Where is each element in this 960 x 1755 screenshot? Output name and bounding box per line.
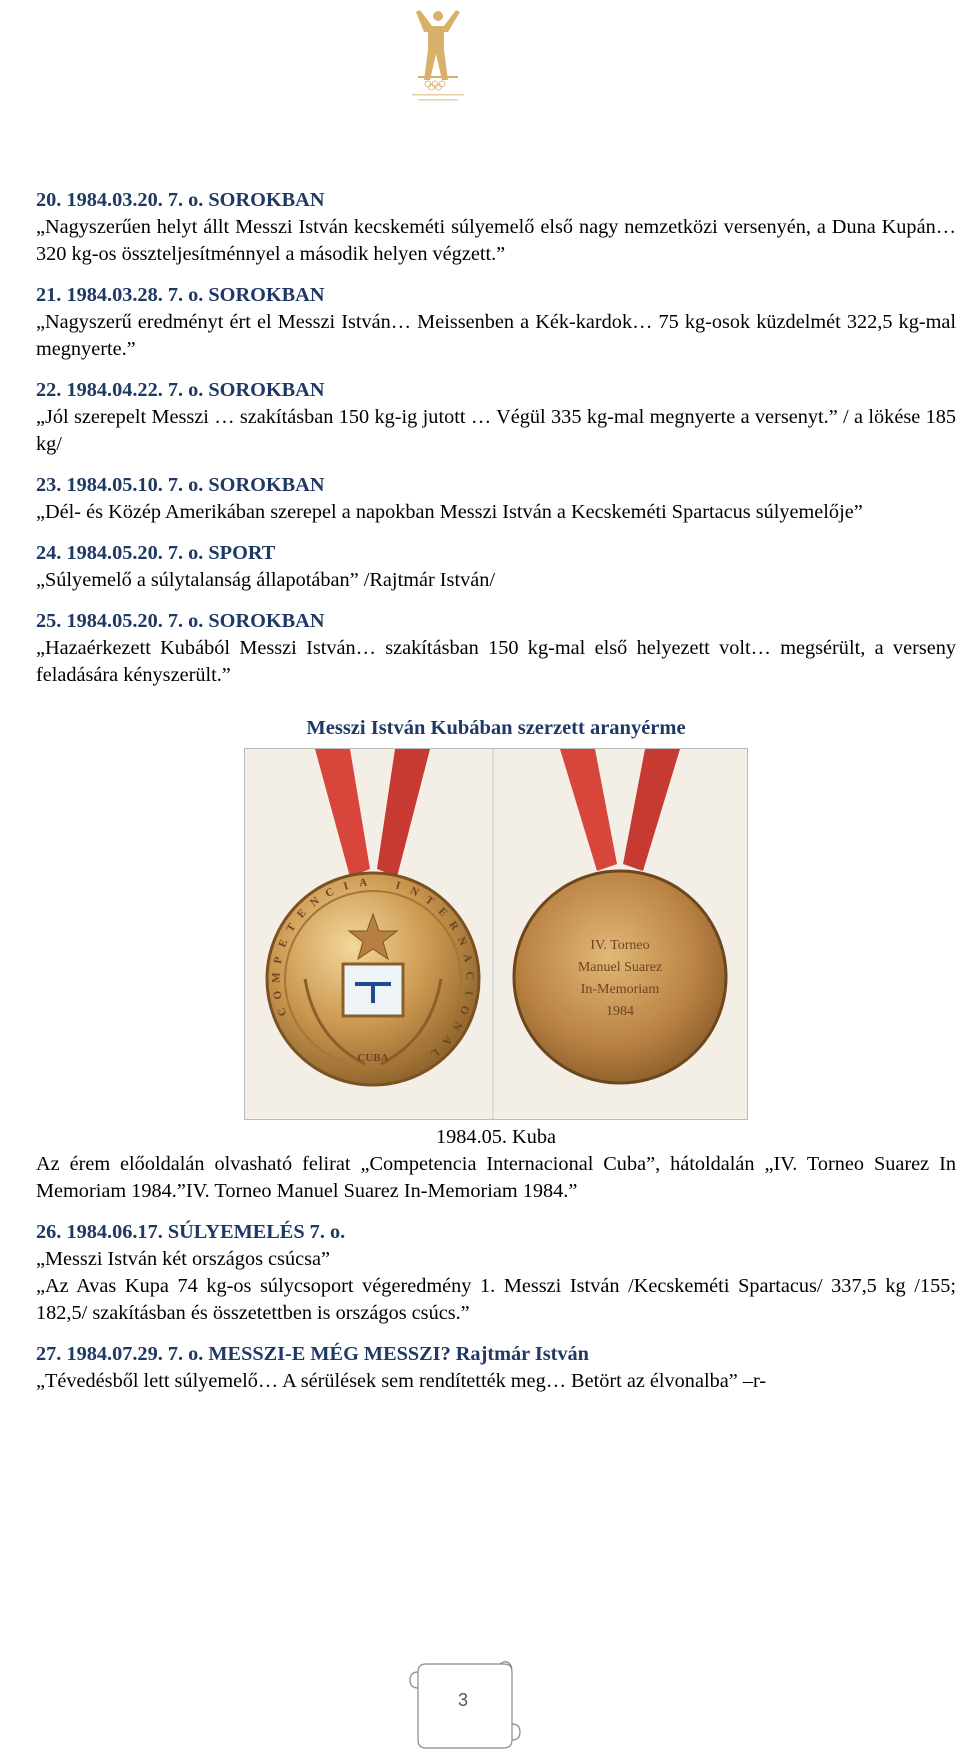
medal-front-letter: I [462, 989, 475, 996]
article-entry-22 [36, 377, 956, 458]
entry-heading: 26. 1984.06.17. SÚLYEMELÉS 7. o. [36, 1221, 346, 1243]
medal-front-letter: C [323, 885, 336, 900]
medal-front-letter: N [308, 894, 322, 910]
entry-text: „Súlyemelő a súlytalanság állapotában” /Rajtmár István/ [36, 569, 496, 591]
entry-text: „Nagyszerűen helyt állt Messzi István kecskeméti súlyemelő első nagy nemzetközi versenyén, a Duna Kupán… 320 kg-os összteljesítménnyel a második helyen végzett.” [36, 216, 956, 265]
entry-text: „Tévedésből lett súlyemelő… A sérülések sem rendítették meg… Betört az élvonalba” –r- [36, 1370, 767, 1392]
entry-text: „Nagyszerű eredményt ért el Messzi István… Meissenben a Kék-kardok… 75 kg-osok küzdelmét 322,5 kg-mal megnyerte.” [36, 311, 956, 360]
medal-front-letter: O [457, 1004, 472, 1017]
medal-front-letter: T [422, 893, 436, 908]
medal-front-letter: A [460, 952, 474, 964]
medal-front-bottom-text: CUBA [357, 1052, 389, 1064]
medal-back-line-1: IV. Torneo [590, 938, 650, 953]
medal-front-letter: P [271, 955, 285, 965]
medal-front-letter: A [440, 1033, 455, 1048]
entry-heading: 20. 1984.03.20. 7. o. SOROKBAN [36, 189, 325, 211]
photo-date: 1984.05. Kuba [436, 1126, 556, 1148]
page-number: 3 [457, 1690, 468, 1710]
medal-front-letter: E [435, 905, 450, 920]
entry-text: „Messzi István két országos csúcsa” [36, 1248, 330, 1270]
entry-heading: 21. 1984.03.28. 7. o. SOROKBAN [36, 284, 325, 306]
medal-front [267, 873, 479, 1085]
medal-front-letter: N [450, 1019, 465, 1033]
article-entry-20 [36, 187, 956, 268]
medal-photo [244, 748, 748, 1120]
medal-back [514, 871, 726, 1083]
photo-caption: Messzi István Kubában szerzett aranyérme [306, 717, 686, 739]
entry-text: „Hazaérkezett Kubából Messzi István… szakításban 150 kg-mal első helyezett volt… megsérült, a verseny feladására kényszerült.” [36, 637, 956, 686]
entry-heading: 23. 1984.05.10. 7. o. SOROKBAN [36, 474, 325, 496]
medal-back-line-2: Manuel Suarez [577, 960, 663, 975]
entry-text: „Dél- és Közép Amerikában szerepel a napokban Messzi István a Kecskeméti Spartacus súlyemelője” [36, 501, 863, 523]
medal-front-letter: N [408, 884, 421, 900]
article-entry-24 [36, 540, 956, 594]
article-entry-23 [36, 472, 956, 526]
medal-front-letter: C [275, 1006, 290, 1018]
medal-front-letter: I [342, 879, 350, 893]
medal-front-letter: I [394, 879, 402, 893]
medal-front-letter: A [358, 876, 368, 890]
medal-front-letter: O [271, 989, 285, 1001]
entry-heading: 22. 1984.04.22. 7. o. SOROKBAN [36, 379, 325, 401]
article-entry-25 [36, 608, 956, 689]
medal-front-letter: E [276, 937, 291, 950]
medal-front-letter: M [270, 972, 283, 983]
medal-front-letter: C [463, 971, 476, 980]
entry-heading: 25. 1984.05.20. 7. o. SOROKBAN [36, 610, 325, 632]
weightlifter-logo-icon [398, 2, 478, 108]
medal-front-letter: L [428, 1045, 442, 1060]
medal-back-line-4: 1984 [606, 1004, 634, 1019]
entry-text: „Jól szerepelt Messzi … szakításban 150 kg-ig jutott … Végül 335 kg-mal megnyerte a versenyt.” / a lökése 185 kg/ [36, 406, 956, 455]
medal-front-letter: E [294, 907, 309, 921]
entry-heading: 24. 1984.05.20. 7. o. SPORT [36, 542, 276, 564]
entry-text: „Az Avas Kupa 74 kg-os súlycsoport végeredmény 1. Messzi István /Kecskeméti Spartacus/ 337,5 kg /155; 182,5/ szakításban és összetettben is országos csúcs.” [36, 1275, 956, 1324]
medal-front-letter: R [446, 919, 461, 933]
medal-front-letter: N [454, 935, 469, 948]
photo-description: Az érem előoldalán olvasható felirat „Competencia Internacional Cuba”, hátoldalán „IV. Torneo Suarez In Memoriam 1984.”IV. Torneo Manuel Suarez In-Memoriam 1984.” [36, 1153, 956, 1202]
article-entry-21 [36, 282, 956, 363]
medal-back-line-3: In-Memoriam [580, 982, 660, 997]
article-entry-27 [36, 1341, 956, 1395]
article-entry-26 [36, 1219, 956, 1327]
document-body [36, 187, 956, 1409]
entry-heading: 27. 1984.07.29. 7. o. MESSZI-E MÉG MESSZI? Rajtmár István [36, 1343, 589, 1365]
medal-front-letter: T [284, 921, 299, 935]
